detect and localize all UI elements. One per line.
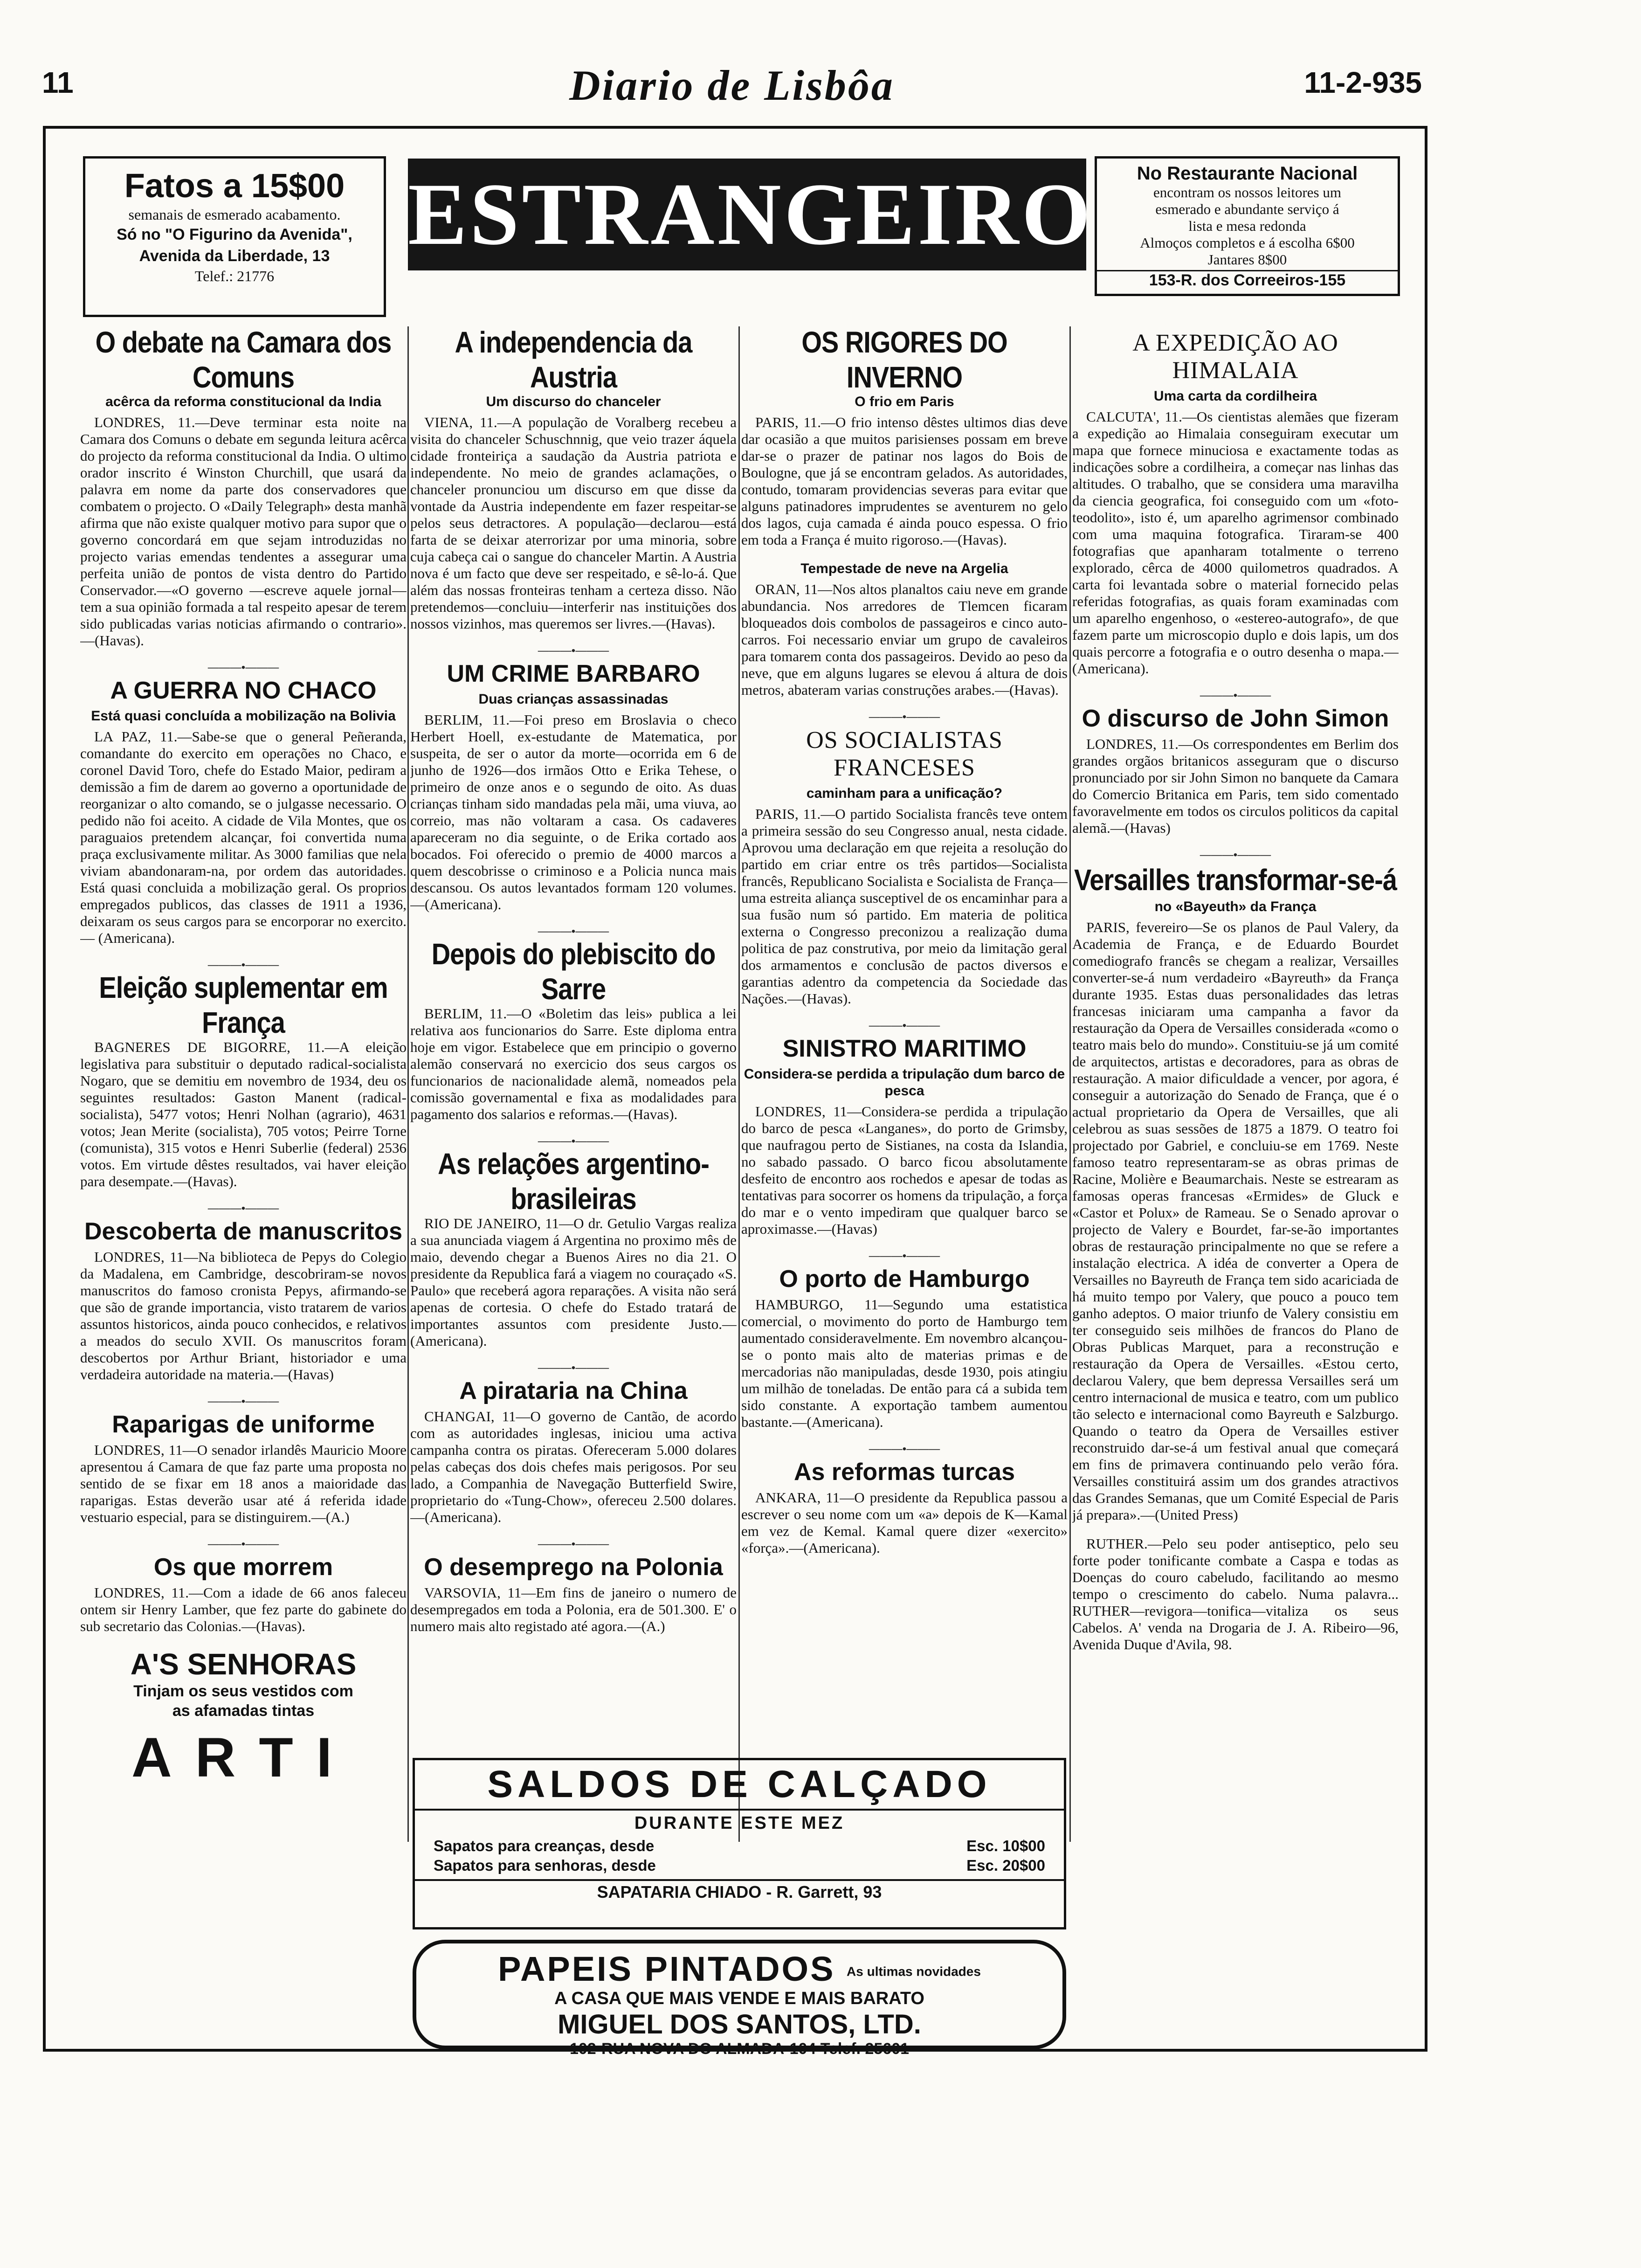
article-headline: UM CRIME BARBARO — [447, 660, 700, 687]
article-body: PARIS, fevereiro—Se os planos de Paul Valery, da Academia de França, e de Eduardo Bourdet comediografo francês se chegam a realizar, Versailles converter-se-á num verdadeiro «Bayreuth» da França durante 1935. Estas duas personalidades das letras francesas iniciaram uma campanha a favor da restauração da Opera de Versailles considerada «como o teatro mais belo do mundo». Constituiu-se já um comité de arquitectos, artistas e decoradores, para as obras de restauração. A maior dificuldade a vencer, por agora, é conseguir a autorização do Senado de França, que é o actual proprietario da Opera de Versailles, que ali celebrou as suas sessões de 1875 a 1879. O teatro foi projectado por Gabriel, e concluiu-se em 1769. Neste famoso teatro representaram-se as obras primas de Racine, Molière e Beaumarchais. Neste se estrearam as famosas operas francesas «Ermides» de Gluck e «Castor et Polux» de Rameau. Se o Senado aprovar o projecto de Valery e Bourdet, far-se-ão importantes obras de restauração principalmente no que se refere a instalação electrica. A idéa de converter a Opera de Versailles no Bayreuth de França tem sido acariciada de há muito tempo por Valery, que pouco a pouco tem ganho adeptos. O maior triunfo de Valery consistiu em ter conseguido seis milhões de francos do Plano de Obras Publicas Marquet, para a reconstrução e restauração da Opera de Versailles. «Estou certo, declarou Valery, que bem depressa Versailles será um centro internacional de musica e teatro, com um publico tão selecto e internacional como Bayreuth e Salzburgo. Quando o teatro da Opera de Versailles estiver reconstruido dar-se-á um festival anual que começará em fins de primavera continuando pelo verão fóra. Versailles constituirá assim um dos grandes atractivos das Grandes Semanas, que um Comité Especial de Paris já prepara».—(United Press) — [1072, 919, 1399, 1523]
ad-papeis-motto: A CASA QUE MAIS VENDE E MAIS BARATO — [554, 1989, 924, 2008]
article-subhead: acêrca da reforma constitucional da India — [105, 394, 381, 409]
ad-arti-line: Tinjam os seus vestidos com — [133, 1682, 353, 1700]
article-body: CALCUTA', 11.—Os cientistas alemães que fizeram a expedição ao Himalaia conseguiram executar um mapa que fornece minuciosa e exactamente todas as indicações sobre a cordilheira, a começar nas linhas das altitudes. O trabalho, que se considera uma maravilha da ciencia geografica, foi conseguido com um «foto-teodolito», isto é, um aparelho agrimensor combinado com uma maquina fotografica. Tiraram-se 400 fotografias que apanharam totalmente o terreno explorado, cêrca de 4000 quilometros quadrados. A carta foi levantada sobre o material fornecido pelas referidas fotografias, as quais foram examinadas com um aparelho engenhoso, o «estereo-autografo», de que fazem parte um microscopio duplo e dois lapis, um dos quais percorre a fotografia e o outro desenha o mapa.—(Americana). — [1072, 408, 1399, 677]
article-argelia — [741, 560, 1068, 698]
article-sinistro — [741, 1035, 1068, 1238]
ad-fatos — [83, 156, 386, 317]
separator: ———•——— — [538, 1362, 609, 1374]
separator: ———•——— — [869, 1250, 940, 1262]
separator: ———•——— — [1200, 689, 1271, 702]
article-body: LA PAZ, 11.—Sabe-se que o general Peñeranda, comandante do exercito em operações no Chaco, e coronel David Toro, chefe do Estado Maior, pediram a demissão a fim de darem ao governo a oportunidade de reorganizar o alto comando, se o julgasse necessario. O pedido não foi aceito. A cidade de Vila Montes, que os paraguaios pretendem alcançar, foi convertida numa praça exclusivamente militar. As 3000 familias que nela viviam abandonaram-na, por ordem das autoridades. Está quasi concluida a mobilização geral. Os proprios empregados publicos, das classes de 1911 a 1936, deixaram os seus cargos para se encorporar no exercito. — (Americana). — [80, 728, 407, 946]
price-label: Sapatos para senhoras, desde — [434, 1857, 656, 1874]
article-polonia — [410, 1554, 737, 1635]
article-body: BERLIM, 11.—Foi preso em Broslavia o checo Herbert Hoell, ex-estudante de Matematica, por suspeita, de ser o autor da morte—ocorrida em 6 de junho de 1926—dos irmãos Otto e Erika Tehese, o primeiro de onze anos e o segundo de oito. As duas crianças tinham sido mandadas pela mãi, uma viuva, ao correio, mas não voltaram a casa. Os cadaveres apareceram no dia seguinte, o de Erika cortado aos bocados. Foi oferecido o premio de 4000 marcos a quem descobrisse o criminoso e a Policia nunca mais descansou. Os autos levantados formam 120 volumes.—(Americana). — [410, 712, 737, 913]
separator: ———•——— — [538, 644, 609, 657]
article-subhead: Está quasi concluída a mobilização na Bolivia — [91, 708, 396, 724]
article-subhead: caminham para a unificação? — [806, 786, 1003, 801]
article-pirataria — [410, 1377, 737, 1526]
article-subhead: Um discurso do chanceler — [486, 394, 661, 409]
masthead — [42, 61, 1422, 117]
article-headline: Eleição suplementar em França — [99, 970, 388, 1039]
separator: ———•——— — [1200, 849, 1271, 861]
ad-saldos-headline: SALDOS DE CALÇADO — [415, 1760, 1064, 1811]
column-4 — [1072, 326, 1399, 2028]
article-body: VARSOVIA, 11—Em fins de janeiro o numero de desempregados em toda a Polonia, era de 501.300. E' o numero mais alto registado até agora.—(A.) — [410, 1584, 737, 1634]
page-number: 11 — [42, 66, 74, 99]
article-body: LONDRES, 11.—Os correspondentes em Berlim dos grandes orgãos britanicos asseguram que o discurso pronunciado por sir John Simon no banquete da Camara do Comercio Britanica em Paris, tem sido comentado favoravelmente em todos os circulos politicos da capital alemã.—(Havas) — [1072, 736, 1399, 836]
article-subhead: Uma carta da cordilheira — [1153, 388, 1317, 404]
article-body: LONDRES, 11—Na biblioteca de Pepys do Colegio da Madalena, em Cambridge, descobriram-se novos manuscritos do famoso cronista Pepys, afirmando-se que são de grande importancia, visto tratarem de varios assuntos historicos, ainda pouco conhecidos, e relativos a meados do seculo XVII. Os manuscritos foram descobertos por Arthur Briant, historiador e uma verdadeira autoridade na materia.—(Havas) — [80, 1249, 407, 1383]
separator: ———•——— — [207, 959, 279, 971]
article-crime — [410, 660, 737, 913]
article-eleicao — [80, 970, 407, 1190]
price-value: Esc. 20$00 — [966, 1857, 1045, 1874]
article-headline: Os que morrem — [153, 1554, 333, 1581]
article-subhead: Considera-se perdida a tripulação dum barco de pesca — [744, 1066, 1065, 1099]
article-body: CHANGAI, 11—O governo de Cantão, de acordo com as autoridades inglesas, iniciou uma activa campanha contra os piratas. Ofereceram 5.000 dolares pelas cabeças dos dois chefes mais perigosos. Por seu lado, a Companhia de Navegação Butterfield Swire, proprietario do «Tung-Chow», ofereceu 2.500 dolares.—(Americana). — [410, 1408, 737, 1525]
article-headline: A GUERRA NO CHACO — [110, 677, 377, 704]
column-2 — [410, 326, 737, 1753]
article-manuscritos — [80, 1218, 407, 1383]
article-headline: Depois do plebiscito do Sarre — [431, 937, 716, 1006]
article-sarre — [410, 937, 737, 1123]
column-rule — [407, 326, 409, 1842]
ad-restaurante-line: lista e mesa redonda — [1188, 218, 1306, 234]
article-body: LONDRES, 11.—Deve terminar esta noite na Camara dos Comuns o debate em segunda leitura acêrca do projecto da reforma constitucional da India. O ultimo orador inscrito é Winston Churchill, que usará da palavra em nome da parte dos conservadores que combatem o projecto. O «Daily Telegraph» desta manhã afirma que não existe qualquer motivo para supor que o governo concordará em que sejam introduzidas no projecto varias emendas tendentes a assegurar uma perfeita união de pontos de vista dentro do Partido Conservador.—«O governo —escreve aquele jornal—tem a sua opinião formada a tal respeito apesar de terem sido publicadas varias noticias afirmando o contrario».—(Havas). — [80, 414, 407, 649]
article-body: ANKARA, 11—O presidente da Republica passou a escrever o seu nome com um «a» depois de K—Kamal em vez de Kemal. Kamal quere dizer «exercito» «força».—(Americana). — [741, 1489, 1068, 1556]
ad-restaurante-line: esmerado e abundante serviço á — [1155, 201, 1339, 217]
article-headline: As relações argentino-brasileiras — [438, 1147, 709, 1216]
separator: ———•——— — [207, 1395, 279, 1408]
article-headline: O discurso de John Simon — [1082, 705, 1389, 732]
ad-restaurante-line: encontram os nossos leitores um — [1153, 184, 1341, 201]
article-body: PARIS, 11.—O partido Socialista francês teve ontem a primeira sessão do seu Congresso anual, nesta cidade. Aprovou uma declaração em que rejeita a resolução do partido em criar entre os três partidos—Socialista francês, Republicano Socialista e Socialista de França—uma estreita aliança susceptivel de os encaminhar para a sua fusão num só partido. Em materia de politica externa o Congresso preconizou a realização duma politica de paz construtiva, por meio da limitação geral dos armamentos e conclusão de pactos diversos e garantias adentro da competencia da Sociedade das Nações.—(Havas). — [741, 806, 1068, 1007]
article-headline: Tempestade de neve na Argelia — [800, 561, 1008, 576]
article-hamburgo — [741, 1265, 1068, 1431]
separator: ———•——— — [207, 661, 279, 674]
article-simon — [1072, 705, 1399, 837]
article-body: LONDRES, 11.—Com a idade de 66 anos faleceu ontem sir Henry Lamber, que fez parte do gabinete do sub secretario das Colonias.—(Havas). — [80, 1584, 407, 1634]
ad-restaurante-line: Jantares 8$00 — [1207, 251, 1287, 268]
ad-papeis-address: 102-RUA NOVA DO ALMADA-104 Telef. 25601 — [569, 2040, 910, 2058]
article-subhead: Duas crianças assassinadas — [478, 691, 669, 707]
article-argentino — [410, 1147, 737, 1349]
ad-papeis-side: As ultimas novidades — [847, 1964, 981, 1979]
column-rule — [738, 326, 740, 1842]
article-headline: A independencia da Austria — [455, 326, 692, 394]
article-headline: Descoberta de manuscritos — [84, 1218, 403, 1245]
article-chaco — [80, 677, 407, 947]
ad-papeis-headline-row — [416, 1949, 1062, 1989]
separator: ———•——— — [869, 1019, 940, 1032]
column-rule — [1069, 326, 1071, 1842]
ad-saldos-row — [415, 1836, 1064, 1856]
article-headline: As reformas turcas — [794, 1459, 1015, 1486]
article-headline: OS RIGORES DO INVERNO — [801, 326, 1007, 394]
article-headline: Versailles transformar-se-á — [1074, 863, 1397, 897]
ad-arti-line: as afamadas tintas — [172, 1702, 315, 1720]
ad-papeis-name: MIGUEL DOS SANTOS, LTD. — [558, 2009, 921, 2040]
ad-fatos-line: Só no "O Figurino da Avenida", — [117, 226, 352, 243]
article-austria — [410, 326, 737, 632]
article-camara — [80, 326, 407, 649]
ad-fatos-line: Avenida da Liberdade, 13 — [139, 247, 330, 265]
price-value: Esc. 10$00 — [966, 1837, 1045, 1854]
ad-ruther — [1072, 1535, 1399, 1653]
newspaper-title: Diario de Lisbôa — [569, 62, 895, 109]
ad-papeis — [413, 1940, 1066, 2058]
ad-arti — [80, 1647, 407, 1790]
ad-arti-brand: ARTI — [131, 1726, 355, 1789]
separator: ———•——— — [538, 925, 609, 938]
ad-fatos-line: semanais de esmerado acabamento. — [128, 206, 341, 223]
ad-fatos-phone: Telef.: 21776 — [194, 268, 275, 284]
separator: ———•——— — [207, 1538, 279, 1550]
separator: ———•——— — [538, 1135, 609, 1148]
article-headline: Raparigas de uniforme — [112, 1411, 375, 1438]
article-himalaia — [1072, 329, 1399, 677]
article-headline: OS SOCIALISTAS FRANCESES — [806, 727, 1003, 781]
ad-saldos-footer: SAPATARIA CHIADO - R. Garrett, 93 — [415, 1879, 1064, 1903]
article-body: HAMBURGO, 11—Segundo uma estatistica comercial, o movimento do porto de Hamburgo tem aumentado consideravelmente. Em novembro alcançou-se o ponto mais alto de materias primas e de mercadorias não manipuladas, desde 1930, pois atingiu um milhão de toneladas. De então para cá a subida tem sido constante. A exportação tambem aumentou bastante.—(Americana). — [741, 1296, 1068, 1430]
separator: ———•——— — [538, 1538, 609, 1550]
article-body: VIENA, 11.—A população de Voralberg recebeu a visita do chanceler Schuschnnig, que veio trazer áquela cidade fronteiriça a saudação da Austria patriota e independente. No meio de grandes aclamações, o chanceler pronunciou um discurso em que disse da vontade da Austria independente em fazer respeitar-se pelos seus detractores. A população—declarou—está farta de se deixar aterrorizar por uma minoria, sobre cuja cabeça cai o sangue do chanceler Martin. A Austria nova é um facto que deve ser respeitado, e sê-lo-á. Que além das nossas fronteiras tenham a certeza disso. Não pretendemos—concluiu—interferir nas instituições dos nossos vizinhos, mas queremos ser livres.—(Havas). — [410, 414, 737, 632]
ad-arti-headline: A'S SENHORAS — [130, 1647, 357, 1681]
separator: ———•——— — [869, 711, 940, 723]
ad-ruther-text: RUTHER.—Pelo seu poder antiseptico, pelo seu forte poder tonificante combate a Caspa e todas as Doenças do couro cabeludo, facilitando ao mesmo tempo o crescimento do cabelo. Numa palavra... RUTHER—revigora—tonifica—vitaliza os seus Cabelos. A' venda na Drogaria de J. A. Ribeiro—96, Avenida Duque d'Avila, 98. — [1072, 1535, 1399, 1653]
issue-date: 11-2-935 — [1304, 66, 1422, 99]
article-body: LONDRES, 11—O senador irlandês Mauricio Moore apresentou á Camara de que faz parte uma proposta no sentido de se fixar em 18 anos a maioridade das raparigas. Estas deverão usar até á referida idade vestuario especial, para se distinguirem.—(A.) — [80, 1442, 407, 1525]
ad-restaurante — [1095, 156, 1400, 296]
article-body: LONDRES, 11—Considera-se perdida a tripulação do barco de pesca «Langanes», do porto de Grimsby, que naufragou perto de Sistianes, na costa da Islandia, no sabado passado. O barco ficou absolutamente desfeito de encontro aos rochedos e apesar de todas as tentativas para socorrer os homens da tripulação, a força do mar e o vento impediram que qualquer barco se aproximasse.—(Havas) — [741, 1103, 1068, 1237]
article-turcas — [741, 1459, 1068, 1556]
article-versailles — [1072, 864, 1399, 1523]
article-body: BERLIM, 11.—O «Boletim das leis» publica a lei relativa aos funcionarios do Sarre. Este diploma entra hoje em vigor. Estabelece que em principio o governo alemão conservará no exercicio dos seus cargos os funcionarios de nacionalidade alemã, nomeados pela comissão governamental e fixa as modalidades para pagamento dos salarios e reformas.—(Havas). — [410, 1005, 737, 1122]
ad-fatos-headline: Fatos a 15$00 — [124, 167, 345, 205]
price-label: Sapatos para creanças, desde — [434, 1837, 655, 1854]
article-raparigas — [80, 1411, 407, 1526]
ad-restaurante-address: 153-R. dos Correeiros-155 — [1097, 270, 1398, 290]
article-morrem — [80, 1554, 407, 1635]
article-headline: A EXPEDIÇÃO AO HIMALAIA — [1132, 330, 1338, 384]
article-subhead: O frio em Paris — [855, 394, 954, 409]
ad-saldos — [413, 1758, 1066, 1929]
article-body: BAGNERES DE BIGORRE, 11.—A eleição legislativa para substituir o deputado radical-socialista Nogaro, que se demitiu em novembro de 1934, deu os seguintes resultados: Gaston Manent (radical-socialista), 5477 votos; Henri Nolhan (agrario), 4631 votos; Jean Merite (socialista), 705 votos; Peirre Torne (comunista), 315 votos e Henri Suberlie (federal) 2536 votos. Em virtude dêstes resultados, vai haver eleição para desempate.—(Havas). — [80, 1039, 407, 1189]
article-headline: SINISTRO MARITIMO — [782, 1035, 1027, 1062]
separator: ———•——— — [207, 1202, 279, 1215]
ad-restaurante-headline: No Restaurante Nacional — [1137, 163, 1358, 184]
article-body: PARIS, 11.—O frio intenso dêstes ultimos dias deve dar ocasião a que muitos parisienses possam em breve dar-se o prazer de patinar nos lagos do Bois de Boulogne, que já se encontram gelados. As autoridades, contudo, tomaram providencias severas para evitar que alguns patinadores imprudentes se aventurem no gelo dos lagos, cuja camada é ainda pouco espessa. O frio em toda a França é muito rigoroso.—(Havas). — [741, 414, 1068, 548]
ad-saldos-row — [415, 1856, 1064, 1875]
article-inverno — [741, 326, 1068, 548]
article-headline: O desemprego na Polonia — [424, 1554, 723, 1581]
ad-papeis-headline: PAPEIS PINTADOS — [498, 1950, 835, 1988]
section-banner: ESTRANGEIRO — [408, 159, 1086, 270]
article-headline: O porto de Hamburgo — [779, 1265, 1030, 1293]
article-body: RIO DE JANEIRO, 11—O dr. Getulio Vargas realiza a sua anunciada viagem á Argentina no proximo mês de maio, devendo chegar a Buenos Aires no dia 21. O presidente da Republica fará a viagem no couraçado «S. Paulo» que receberá agora reparações. A visita não será apenas de cortesia. O chefe do Estado tratará de importantes assuntos com presidente Justo.—(Americana). — [410, 1215, 737, 1349]
column-3 — [741, 326, 1068, 1753]
article-subhead: no «Bayeuth» da França — [1154, 899, 1317, 914]
separator: ———•——— — [869, 1443, 940, 1455]
ad-restaurante-line: Almoços completos e á escolha 6$00 — [1140, 235, 1355, 251]
article-socialistas — [741, 726, 1068, 1007]
column-1 — [80, 326, 407, 2028]
article-body: ORAN, 11—Nos altos planaltos caiu neve em grande abundancia. Nos arredores de Tlemcen ficaram bloqueados dois combolos de passageiros e cinco auto-carros. Foi necessario enviar um grupo de cavaleiros para tomarem conta dos passageiros. Devido ao peso da neve, que em alguns lugares se elevou á altura de dois metros, abateram varias construções arabes.—(Havas). — [741, 581, 1068, 698]
article-headline: O debate na Camara dos Comuns — [95, 326, 392, 394]
ad-saldos-sub: DURANTE ESTE MEZ — [634, 1813, 845, 1833]
article-headline: A pirataria na China — [459, 1377, 688, 1404]
